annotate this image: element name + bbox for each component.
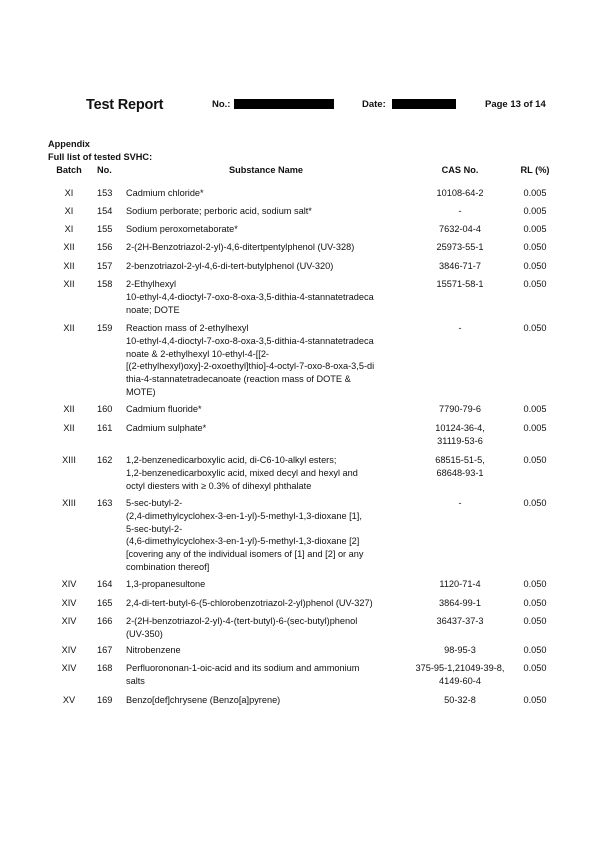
- cell-rl: 0.050: [523, 242, 547, 252]
- cell-substance-name: [126, 187, 414, 200]
- substance-name-line: octyl diesters with ≥ 0.3% of dihexyl phthalate: [126, 480, 312, 491]
- report-number-label: No.:: [212, 99, 231, 110]
- appendix-heading: [48, 138, 152, 163]
- substance-name-line: Perfluorononan-1-oic-acid and its sodium and ammonium: [126, 663, 360, 673]
- cas-number-line: 10124-36-4,: [435, 423, 485, 433]
- cell-rl: 0.050: [523, 645, 547, 655]
- substance-name-line: 5-sec-butyl-2-: [126, 498, 183, 508]
- substance-name-line: [(2-ethylhexyl)oxy]-2-oxoethyl]thio]-4-octyl-7-oxo-8-oxa-3,5-di: [126, 361, 375, 372]
- cell-no: 163: [97, 498, 113, 508]
- report-title: Test Report: [86, 97, 164, 113]
- cell-substance-name: [126, 241, 414, 254]
- cell-batch: XI: [64, 188, 74, 198]
- substance-name-line: Cadmium fluoride*: [126, 404, 202, 414]
- cell-no: 153: [97, 188, 113, 198]
- cell-batch: XI: [64, 206, 74, 216]
- cell-substance-name: [126, 454, 414, 492]
- cell-cas-no: [405, 597, 515, 610]
- cell-no: 161: [97, 423, 113, 433]
- cell-no: 168: [97, 663, 113, 673]
- column-header-substance-name: Substance Name: [228, 165, 304, 175]
- cell-rl: 0.005: [523, 206, 547, 216]
- cas-number-line: 4149-60-4: [439, 675, 481, 686]
- cell-cas-no: [405, 578, 515, 591]
- cell-rl: 0.050: [523, 498, 547, 508]
- cell-no: 165: [97, 598, 113, 608]
- page-indicator: Page 13 of 14: [485, 99, 546, 110]
- cell-no: 162: [97, 455, 113, 465]
- cas-number-line: 36437-37-3: [436, 616, 484, 626]
- cas-number-line: 7790-79-6: [439, 404, 481, 414]
- cell-substance-name: [126, 597, 414, 610]
- substance-name-line: Cadmium chloride*: [126, 188, 204, 198]
- substance-name-line: 2-(2H-benzotriazol-2-yl)-4-(tert-butyl)-6-(sec-butyl)phenol: [126, 616, 358, 626]
- cell-rl: 0.005: [523, 224, 547, 234]
- substance-name-line: 2-benzotriazol-2-yl-4,6-di-tert-butylphenol (UV-320): [126, 261, 334, 271]
- date-label: Date:: [362, 99, 386, 110]
- cas-number-line: 3864-99-1: [439, 598, 481, 608]
- redacted-date: [392, 99, 456, 109]
- substance-name-line: 5-sec-butyl-2-: [126, 523, 183, 534]
- cell-cas-no: [405, 260, 515, 273]
- cell-cas-no: [405, 403, 515, 416]
- cell-batch: XII: [63, 423, 75, 433]
- cas-number-line: 15571-58-1: [436, 279, 484, 289]
- cell-batch: XV: [62, 695, 76, 705]
- cell-cas-no: [405, 278, 515, 291]
- column-header-no: No.: [97, 165, 112, 175]
- cell-batch: XIV: [61, 645, 77, 655]
- cell-cas-no: [405, 615, 515, 628]
- cell-rl: 0.050: [523, 695, 547, 705]
- substance-name-line: Cadmium sulphate*: [126, 423, 207, 433]
- substance-name-line: Nitrobenzene: [126, 645, 181, 655]
- cas-number-line: 1120-71-4: [439, 579, 481, 589]
- cell-batch: XII: [63, 242, 75, 252]
- substance-name-line: Reaction mass of 2-ethylhexyl: [126, 323, 249, 333]
- cell-no: 158: [97, 279, 113, 289]
- column-header-cas-no: CAS No.: [441, 165, 479, 175]
- cas-number-line: 10108-64-2: [436, 188, 484, 198]
- cell-cas-no: [405, 694, 515, 707]
- cell-cas-no: [405, 644, 515, 657]
- substance-name-line: 1,2-benzenedicarboxylic acid, mixed decyl and hexyl and: [126, 467, 358, 478]
- cell-rl: 0.050: [523, 579, 547, 589]
- cell-batch: XIII: [62, 498, 76, 508]
- substance-name-line: (UV-350): [126, 628, 163, 639]
- cas-number-line: 375-95-1,21049-39-8,: [415, 663, 505, 673]
- cas-number-line: -: [458, 498, 462, 508]
- cell-cas-no: [405, 454, 515, 480]
- cell-rl: 0.050: [523, 616, 547, 626]
- cell-no: 167: [97, 645, 113, 655]
- cell-batch: XI: [64, 224, 74, 234]
- cell-substance-name: [126, 662, 414, 688]
- substance-name-line: noate & 2-ethylhexyl 10-ethyl-4-[[2-: [126, 348, 269, 359]
- substance-name-line: combination thereof]: [126, 561, 210, 572]
- cell-substance-name: [126, 403, 414, 416]
- substance-name-line: 2,4-di-tert-butyl-6-(5-chlorobenzotriazol-2-yl)phenol (UV-327): [126, 598, 373, 608]
- cell-batch: XIV: [61, 663, 77, 673]
- cell-rl: 0.050: [523, 323, 547, 333]
- substance-name-line: 1,3-propanesultone: [126, 579, 206, 589]
- cell-substance-name: [126, 205, 414, 218]
- substance-name-line: Sodium perborate; perboric acid, sodium salt*: [126, 206, 312, 216]
- substance-name-line: salts: [126, 675, 145, 686]
- cell-batch: XII: [63, 404, 75, 414]
- cell-rl: 0.005: [523, 404, 547, 414]
- cell-rl: 0.050: [523, 663, 547, 673]
- cell-rl: 0.050: [523, 455, 547, 465]
- substance-name-line: MOTE): [126, 386, 156, 397]
- cell-cas-no: [405, 187, 515, 200]
- substance-name-line: (2,4-dimethylcyclohex-3-en-1-yl)-5-methyl-1,3-dioxane [1],: [126, 510, 362, 521]
- cell-substance-name: [126, 223, 414, 236]
- cell-rl: 0.050: [523, 598, 547, 608]
- cell-cas-no: [405, 662, 515, 688]
- appendix-subtitle: Full list of tested SVHC:: [48, 151, 153, 162]
- cell-no: 160: [97, 404, 113, 414]
- cell-no: 164: [97, 579, 113, 589]
- cell-cas-no: [405, 241, 515, 254]
- column-header-rl: RL (%): [520, 165, 550, 175]
- cell-no: 166: [97, 616, 113, 626]
- cell-cas-no: [405, 322, 515, 335]
- substance-name-line: 10-ethyl-4,4-dioctyl-7-oxo-8-oxa-3,5-dithia-4-stannatetradeca: [126, 335, 374, 346]
- cas-number-line: -: [458, 206, 462, 216]
- cell-batch: XIV: [61, 598, 77, 608]
- cell-batch: XII: [63, 261, 75, 271]
- substance-name-line: 2-Ethylhexyl: [126, 279, 177, 289]
- redacted-report-number: [234, 99, 334, 109]
- cell-cas-no: [405, 205, 515, 218]
- cell-batch: XIV: [61, 579, 77, 589]
- cell-cas-no: [405, 422, 515, 448]
- substance-name-line: Sodium peroxometaborate*: [126, 224, 238, 234]
- cas-number-line: 98-95-3: [444, 645, 476, 655]
- cell-substance-name: [126, 615, 414, 641]
- cas-number-line: 7632-04-4: [439, 224, 481, 234]
- cas-number-line: 50-32-8: [444, 695, 476, 705]
- substance-name-line: [covering any of the individual isomers of [1] and [2] or any: [126, 549, 364, 560]
- cas-number-line: 68515-51-5,: [435, 455, 485, 465]
- substance-name-line: 1,2-benzenedicarboxylic acid, di-C6-10-alkyl esters;: [126, 455, 337, 465]
- cell-rl: 0.005: [523, 423, 547, 433]
- column-header-batch: Batch: [56, 165, 82, 175]
- substance-name-line: 2-(2H-Benzotriazol-2-yl)-4,6-ditertpentylphenol (UV-328): [126, 242, 355, 252]
- cell-substance-name: [126, 497, 414, 574]
- appendix-title: Appendix: [48, 139, 90, 149]
- substance-name-line: noate; DOTE: [126, 304, 180, 315]
- cell-no: 169: [97, 695, 113, 705]
- cell-no: 157: [97, 261, 113, 271]
- report-header: [0, 97, 600, 113]
- cell-batch: XIV: [61, 616, 77, 626]
- cell-no: 156: [97, 242, 113, 252]
- cell-rl: 0.050: [523, 261, 547, 271]
- cell-substance-name: [126, 422, 414, 435]
- cell-cas-no: [405, 497, 515, 510]
- cas-number-line: 68648-93-1: [436, 467, 484, 478]
- cas-number-line: 3846-71-7: [439, 261, 481, 271]
- cell-no: 159: [97, 323, 113, 333]
- cell-no: 154: [97, 206, 113, 216]
- substance-name-line: 10-ethyl-4,4-dioctyl-7-oxo-8-oxa-3,5-dithia-4-stannatetradeca: [126, 291, 374, 302]
- cell-substance-name: [126, 278, 414, 316]
- cell-substance-name: [126, 694, 414, 707]
- cas-number-line: -: [458, 323, 462, 333]
- cell-rl: 0.005: [523, 188, 547, 198]
- substance-name-line: (4,6-dimethylcyclohex-3-en-1-yl)-5-methyl-1,3-dioxane [2]: [126, 536, 360, 547]
- cell-substance-name: [126, 578, 414, 591]
- cell-substance-name: [126, 260, 414, 273]
- cell-substance-name: [126, 322, 414, 399]
- cas-number-line: 31119-53-6: [437, 435, 483, 446]
- substance-name-line: thia-4-stannatetradecanoate (reaction mass of DOTE &: [126, 374, 351, 385]
- cell-batch: XII: [63, 279, 75, 289]
- cell-batch: XIII: [62, 455, 76, 465]
- cas-number-line: 25973-55-1: [436, 242, 484, 252]
- cell-batch: XII: [63, 323, 75, 333]
- cell-cas-no: [405, 223, 515, 236]
- cell-no: 155: [97, 224, 113, 234]
- cell-substance-name: [126, 644, 414, 657]
- cell-rl: 0.050: [523, 279, 547, 289]
- substance-name-line: Benzo[def]chrysene (Benzo[a]pyrene): [126, 695, 281, 705]
